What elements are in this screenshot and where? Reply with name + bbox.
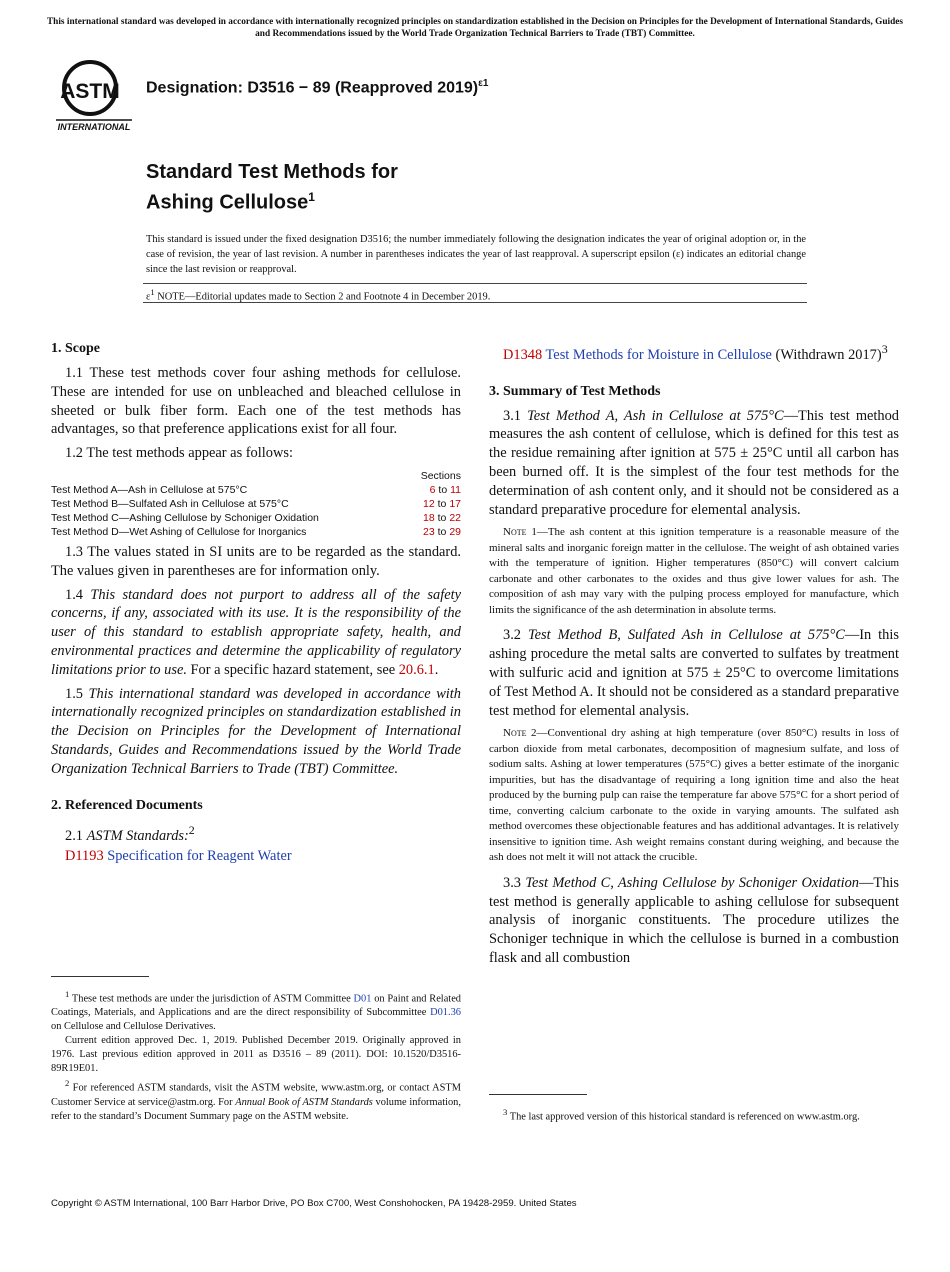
astm-logo xyxy=(52,58,136,134)
para-3-2 xyxy=(489,626,899,720)
reference-d1348 xyxy=(489,340,899,365)
para-text: —This test method measures the ash content of cellulose, which is defined for this test as the residue remaining after ignition at 575 ± 25°C until all carbon has been burned off. It is the simplest of the four test methods for the determination of ash content only, and it should not be considered as a standard preparative procedure for elemental analysis. xyxy=(489,407,900,518)
note-label: Note xyxy=(503,727,527,740)
section-link[interactable]: 18 xyxy=(423,511,435,524)
committee-link[interactable]: D01 xyxy=(353,993,372,1005)
left-column xyxy=(51,340,461,870)
epsilon-sup: 1 xyxy=(150,287,155,297)
footnote-marker: 2 xyxy=(188,822,195,837)
para-2-1 xyxy=(51,821,461,846)
para-number: 1.5 xyxy=(65,685,89,702)
designation xyxy=(146,78,488,97)
editorial-note xyxy=(146,287,490,302)
para-number: 2.1 xyxy=(65,827,87,844)
footnote-text: volume information, refer to the standard’s Document Summary page on the ASTM website. xyxy=(51,1096,461,1122)
safety-caveat: This standard does not purport to address all of the safety concerns, if any, associated with its use. It is the responsibility of the user of this standard to establish appropriate safety, health, and environmental practices and determine the applicability of regulatory limitations prior to use. xyxy=(51,586,461,678)
table-row xyxy=(51,483,461,497)
method-title: Test Method A, Ash in Cellulose at 575°C xyxy=(527,407,784,424)
page-title xyxy=(146,160,398,216)
section-link[interactable]: 6 xyxy=(429,483,436,496)
subcommittee-link[interactable]: D01.36 xyxy=(430,1007,461,1019)
footnote-italic: Annual Book of ASTM Standards xyxy=(235,1096,373,1108)
to-word: to xyxy=(437,525,447,538)
para-1-4 xyxy=(51,586,461,680)
footnotes-right xyxy=(489,1094,899,1124)
method-name: Test Method B—Sulfated Ash in Cellulose at 575°C xyxy=(51,497,289,510)
footnote-1 xyxy=(51,987,461,1034)
top-notice: This international standard was developed in accordance with internationally recognized principles on standardization established in the Decision on Principles for the Development of International Standards, Guides and Recommendations issued by the World Trade Organization Technical Barriers to Trade (TBT) Committee. xyxy=(46,17,904,39)
divider xyxy=(143,302,807,303)
section-heading-scope: 1. Scope xyxy=(51,341,100,356)
note-text: 2—Conventional dry ashing at high temperature (over 850°C) results in loss of carbon dioxide from metal carbonates, decomposition of magnesium sulfate, and loss of sodium salts. Ashing at lower temperatures (575°C) gives a better estimate of the inorganic impurities, but has the disadvantage of requiring a long ignition time and also the heat produced by the burning pulp can raise the temperature far above 575°C for a short period of time, converting calcium carbonate to the oxide in varying amounts. The sulfated ash method overcomes these objectionable features and has additional advantages. It is relatively insensitive to ignition time. Ash weight remains constant during weighing, and because the ash does not melt it will not attack the crucible. xyxy=(489,727,899,864)
wto-statement: This international standard was developed in accordance with internationally recognized principles on standardization established in the Decision on Principles for the Development of International Standards, Guides and Recommendations issued by the World Trade Organization Technical Barriers to Trade (TBT) Committee. xyxy=(51,685,461,777)
footnote-text: For referenced ASTM standards, visit the ASTM website, www.astm.org, or contact ASTM Customer Service at service@astm.org. For xyxy=(51,1082,461,1108)
withdrawn-note: (Withdrawn 2017) xyxy=(771,346,882,363)
para-1-3: 1.3 The values stated in SI units are to be regarded as the standard. The values given in parentheses are for information only. xyxy=(51,543,461,579)
note-text: 1—The ash content at this ignition temperature is a reasonable measure of the mineral salts and inorganic foreign matter in the cellulose. The weight of ash obtained varies with the temperature of ignition. Higher temperatures (850°C) will convert calcium carbonate and other carbonates to the oxides and thus give lower values for ash. The composition of ash may vary with the pulping process employed for manufacture, which limits the significance of the ash determination in absolute terms. xyxy=(489,526,899,616)
para-text: For a specific hazard statement, see xyxy=(186,661,399,678)
footnote-3 xyxy=(489,1105,899,1124)
section-link[interactable]: 17 xyxy=(449,497,461,510)
to-word: to xyxy=(437,497,447,510)
to-word: to xyxy=(438,483,448,496)
methods-table xyxy=(51,469,461,539)
para-number: 3.2 xyxy=(503,627,528,644)
footnote-number: 2 xyxy=(65,1078,70,1089)
title-line-2: Ashing Cellulose xyxy=(146,191,309,214)
title-footnote-marker: 1 xyxy=(308,190,315,204)
para-1-5 xyxy=(51,685,461,779)
to-word: to xyxy=(437,511,447,524)
para-text: —This test method is generally applicable to ashing cellulose for subsequent analysis of inorganic constituents. The procedure utilizes the Schoniger technique in which the cellulose is burned in a combustion flask and all combustion xyxy=(489,874,899,967)
reference-d1193 xyxy=(65,847,461,866)
title-line-1: Standard Test Methods for xyxy=(146,161,398,183)
footnote-text: on Paint and Related Coatings, Materials, and Applications and are the direct responsibility of Subcommittee xyxy=(51,993,461,1019)
table-header-sections: Sections xyxy=(420,469,461,482)
section-heading-summary: 3. Summary of Test Methods xyxy=(489,383,661,399)
method-name: Test Method C—Ashing Cellulose by Schoniger Oxidation xyxy=(51,511,319,524)
divider xyxy=(143,283,807,284)
right-column xyxy=(489,340,899,973)
table-row xyxy=(51,525,461,539)
footnotes-left xyxy=(51,976,461,1124)
para-text: —In this ashing procedure the metal salts are converted to sulfates by treatment with sulfuric acid and ignition at 575 ± 25°C to overcome limitations of Test Method A. It should not be considered as a standard preparative test method for elemental analysis. xyxy=(489,627,899,719)
reference-title-link[interactable]: Specification for Reagent Water xyxy=(103,848,292,865)
epsilon: ε xyxy=(146,291,151,303)
footnote-1-edition: Current edition approved Dec. 1, 2019. Published December 2019. Originally approved in 1976. Last previous edition approved in 2011 as D3516 – 89 (2011). DOI: 10.1520/D3516-89R19E01. xyxy=(51,1035,461,1075)
designation-superscript: ε1 xyxy=(478,78,489,89)
footnote-number: 3 xyxy=(503,1107,508,1117)
method-title: Test Method B, Sulfated Ash in Cellulose at 575°C xyxy=(527,627,845,644)
para-3-3 xyxy=(489,874,899,968)
footnote-2 xyxy=(51,1076,461,1123)
method-name: Test Method A—Ash in Cellulose at 575°C xyxy=(51,483,248,496)
para-number: 3.1 xyxy=(503,407,528,424)
section-link[interactable]: 22 xyxy=(449,511,461,524)
footnote-text: These test methods are under the jurisdiction of ASTM Committee xyxy=(69,993,354,1005)
section-link[interactable]: 11 xyxy=(450,483,461,496)
section-heading-referenced-documents: 2. Referenced Documents xyxy=(51,797,203,813)
footnote-marker: 3 xyxy=(881,342,888,356)
section-link[interactable]: 23 xyxy=(423,525,435,538)
para-1-2: 1.2 The test methods appear as follows: xyxy=(65,445,293,462)
para-number: 1.4 xyxy=(65,586,91,603)
logo-text: ASTM xyxy=(60,80,120,103)
footnote-number: 1 xyxy=(65,989,70,999)
footnote-text: The last approved version of this historical standard is referenced on www.astm.org. xyxy=(507,1111,860,1123)
logo-subtext: INTERNATIONAL xyxy=(57,122,131,132)
reference-code-link[interactable]: D1193 xyxy=(65,848,104,865)
issuance-statement: This standard is issued under the fixed designation D3516; the number immediately following the designation indicates the year of original adoption or, in the case of revision, the year of last revision. A number in parentheses indicates the year of last reapproval. A superscript epsilon (ε) indicates an editorial change since the last revision or reapproval. xyxy=(146,234,806,275)
section-link[interactable]: 12 xyxy=(423,497,435,510)
method-name: Test Method D—Wet Ashing of Cellulose for Inorganics xyxy=(51,525,307,538)
reference-code-link[interactable]: D1348 xyxy=(503,346,543,363)
hazard-section-link[interactable]: 20.6.1 xyxy=(398,661,435,678)
astm-standards-label: ASTM Standards: xyxy=(86,827,189,844)
para-number: 3.3 xyxy=(503,874,526,891)
note-1 xyxy=(489,525,899,618)
para-1-1: 1.1 These test methods cover four ashing methods for cellulose. These are intended for use on unbleached and bleached cellulose in sheeted or bulk fiber form. Each one of the test methods has advantages, so that preference applications exist for all four. xyxy=(51,365,461,438)
note-label: Note xyxy=(503,526,527,539)
copyright-footer: Copyright © ASTM International, 100 Barr Harbor Drive, PO Box C700, West Conshohocken, PA 19428-2959. United States xyxy=(51,1198,577,1209)
table-row xyxy=(51,511,461,525)
para-text: . xyxy=(434,661,439,678)
reference-title-link[interactable]: Test Methods for Moisture in Cellulose xyxy=(542,346,772,363)
table-row xyxy=(51,497,461,511)
section-link[interactable]: 29 xyxy=(449,525,461,538)
editorial-note-text: NOTE—Editorial updates made to Section 2 and Footnote 4 in December 2019. xyxy=(154,291,491,303)
method-title: Test Method C, Ashing Cellulose by Schoniger Oxidation xyxy=(525,874,860,891)
designation-text: Designation: D3516 − 89 (Reapproved 2019) xyxy=(146,79,479,97)
note-2 xyxy=(489,726,899,866)
footnote-text: on Cellulose and Cellulose Derivatives. xyxy=(51,1021,216,1033)
para-3-1 xyxy=(489,407,899,520)
